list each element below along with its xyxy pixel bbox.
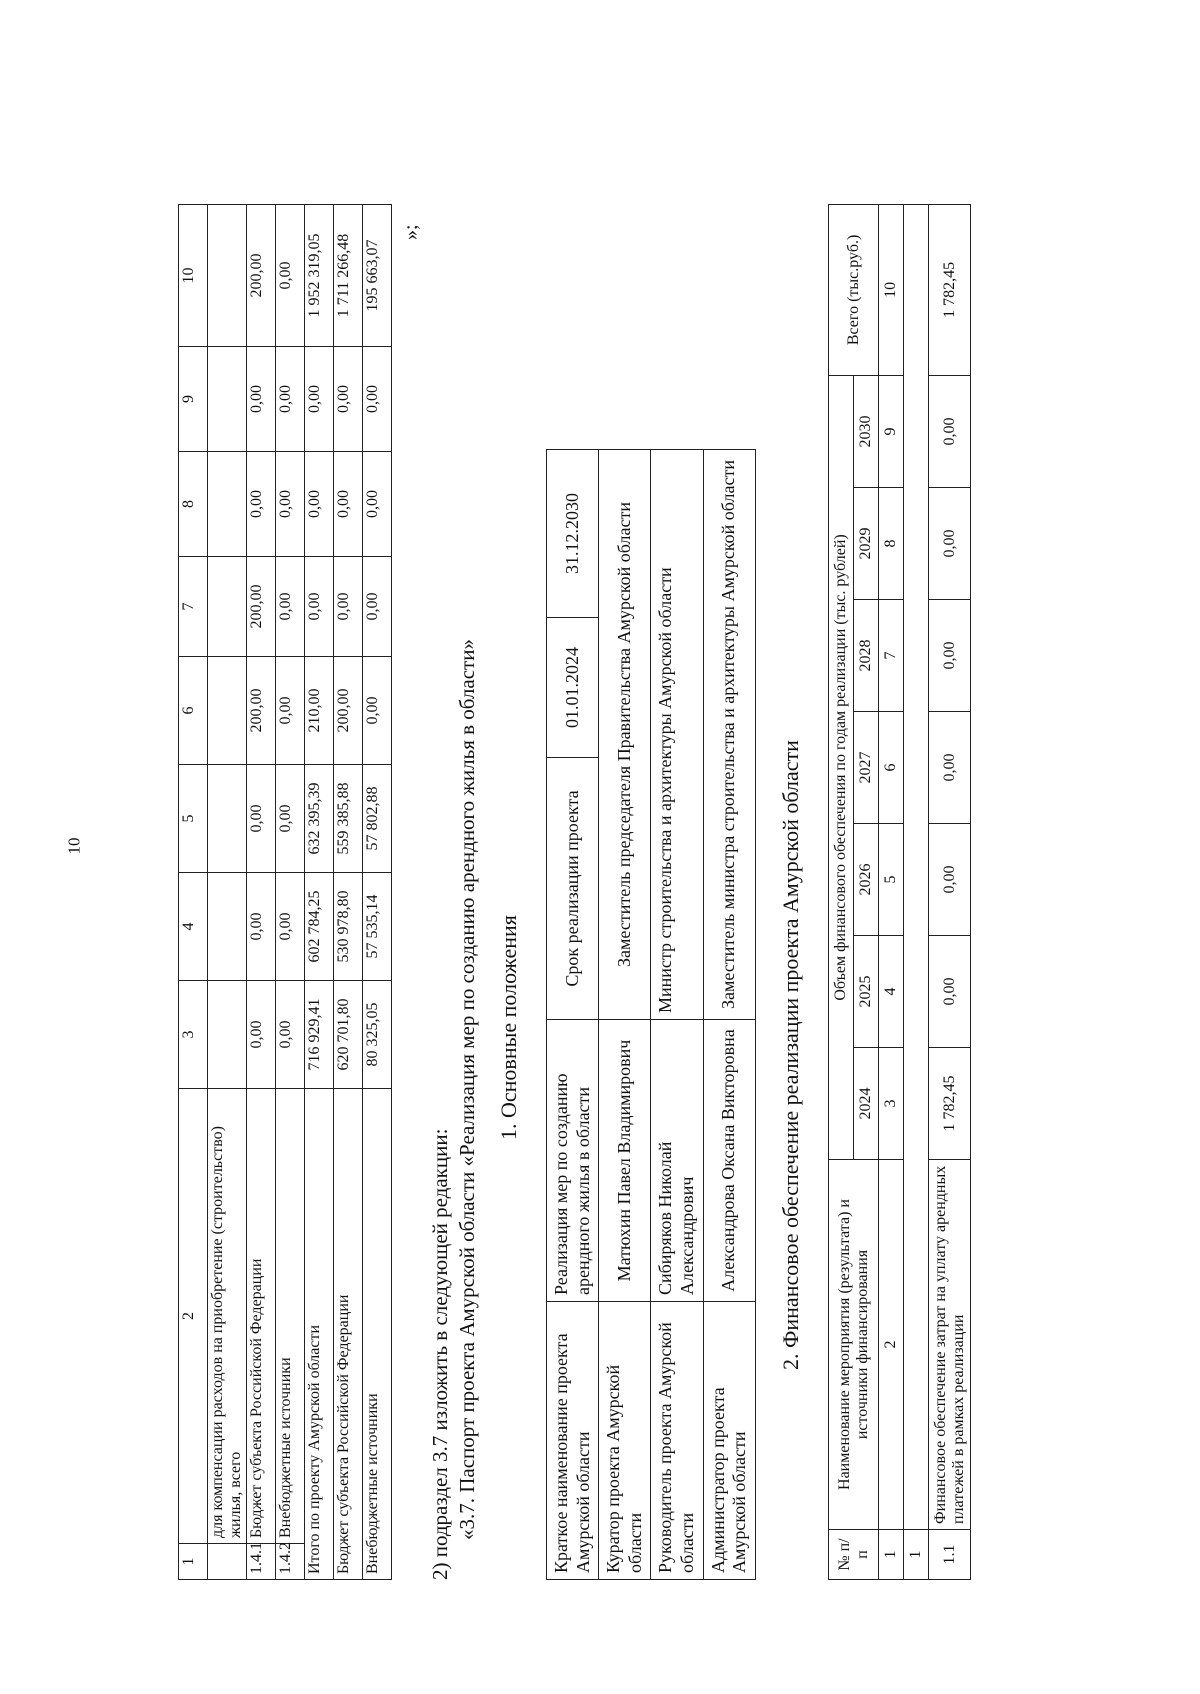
period-end: 31.12.2030 [547,450,599,618]
cell-value: 632 395,39 [305,765,334,873]
cell-value: 1 782,45 [929,204,971,375]
table-row [599,450,651,1580]
col-number: 3 [879,1048,904,1160]
table-row [651,450,703,1580]
table-row [703,450,755,1580]
col-number: 8 [879,488,904,600]
cell-value: 0,00 [334,347,363,452]
cell-value: 200,00 [247,657,276,765]
row-name: Внебюджетные источники [276,1089,305,1544]
leader-label: Руководитель проекта Амурской области [651,1302,703,1580]
cell-value: 0,00 [247,765,276,873]
cell-value [208,981,247,1089]
curator-label: Куратор проекта Амурской области [599,1302,651,1580]
cell-value: 0,00 [305,452,334,557]
header-cell: 1 [179,1544,208,1580]
col-number: 5 [879,824,904,936]
cell-value: 0,00 [276,657,305,765]
cell-value: 80 325,05 [363,981,392,1089]
col-number: 6 [879,712,904,824]
table-row [305,205,334,1580]
header-cell: 7 [179,557,208,657]
curator-position: Заместитель председателя Правительства Амурской области [599,450,651,1020]
cell-value [208,347,247,452]
col-number: 2 [879,1160,904,1530]
cell-value: 200,00 [247,205,276,347]
cell-value: 620 701,80 [334,981,363,1089]
header-cell: 6 [179,657,208,765]
cell-value: 0,00 [276,557,305,657]
cell-value: 0,00 [929,375,971,487]
cell-value: 0,00 [929,712,971,824]
passport-title: «3.7. Паспорт проекта Амурской области «Реализация мер по созданию арендного жилья в области» [455,639,479,1540]
cell-value: 0,00 [247,347,276,452]
period-start: 01.01.2024 [547,618,599,758]
cell-value: 200,00 [247,557,276,657]
cell-value: 0,00 [247,873,276,981]
row-number: 1.4.2 [276,1544,305,1580]
row-number [208,1544,247,1580]
year-header: 2028 [854,600,879,712]
table-row [363,205,392,1580]
year-header: 2029 [854,488,879,600]
col-number: 10 [879,204,904,375]
cell-value: 1 782,45 [929,1048,971,1160]
cell-value: 602 784,25 [305,873,334,981]
cell-value: 57 535,14 [363,873,392,981]
leader-name: Сибиряков Николай Александрович [651,1020,703,1302]
cell-value [208,765,247,873]
section-2-heading: 2. Финансовое обеспечение реализации проекта Амурской области [778,740,803,1370]
cell-value [208,873,247,981]
table-row [334,205,363,1580]
year-header: 2027 [854,712,879,824]
cell-value: 0,00 [305,347,334,452]
header-cell: 3 [179,981,208,1089]
cell-value: 0,00 [929,488,971,600]
table-row [208,205,247,1580]
cell-value: 0,00 [363,347,392,452]
numbers-row [879,204,904,1579]
year-header: 2026 [854,824,879,936]
cell-value: 1 952 319,05 [305,205,334,347]
closing-quote: »; [400,224,422,240]
table-row [929,204,971,1579]
cell-value: 0,00 [276,347,305,452]
cell-value: 0,00 [247,452,276,557]
cell-value: 200,00 [334,657,363,765]
cell-value: 57 802,88 [363,765,392,873]
header-row [179,205,208,1580]
table-row [547,450,599,1580]
financing-table-continued [178,204,392,1580]
cell-value: 0,00 [276,981,305,1089]
admin-label: Администратор проекта Амурской области [703,1302,755,1580]
col-total-header: Всего (тыс.руб.) [829,204,879,375]
cell-value: 0,00 [334,557,363,657]
year-header: 2025 [854,936,879,1048]
header-cell: 10 [179,205,208,347]
row-name: для компенсации расходов на приобретение (строительство) жилья, всего [208,1089,247,1544]
header-cell: 4 [179,873,208,981]
row-number: 1.4.1 [247,1544,276,1580]
page-number: 10 [64,837,84,855]
cell-value [208,657,247,765]
cell-value [208,205,247,347]
cell-value: 0,00 [929,600,971,712]
year-header: 2024 [854,1048,879,1160]
cell-value: 0,00 [305,557,334,657]
admin-name: Александрова Оксана Викторовна [703,1020,755,1302]
table-row [904,204,929,1579]
leader-position: Министр строительства и архитектуры Амурской области [651,450,703,1020]
cell-value: 195 663,07 [363,205,392,347]
cell-value: 716 929,41 [305,981,334,1089]
cell-value: 559 385,88 [334,765,363,873]
col-number: 4 [879,936,904,1048]
col-num-header: № п/п [829,1530,879,1580]
cell-value: 0,00 [276,205,305,347]
table-row [276,205,305,1580]
header-cell: 5 [179,765,208,873]
row-name: Бюджет субъекта Российской Федерации [247,1089,276,1544]
section-1-heading: 1. Основные положения [496,915,521,1140]
cell-value [208,452,247,557]
cell-value: 0,00 [929,936,971,1048]
cell-value: 530 978,80 [334,873,363,981]
row-number: 1 [904,1530,929,1580]
header-cell: 9 [179,347,208,452]
col-number: 1 [879,1530,904,1580]
cell-value: 0,00 [363,452,392,557]
cell-value: 0,00 [247,981,276,1089]
short-name-value: Реализация мер по созданию арендного жилья в области [547,1020,599,1302]
cell-value: 0,00 [363,557,392,657]
passport-table [546,449,756,1580]
year-header: 2030 [854,375,879,487]
cell-value: 1 711 266,48 [334,205,363,347]
empty-cell [904,204,929,1529]
rotated-content [178,20,1078,1580]
cell-value: 0,00 [276,452,305,557]
admin-position: Заместитель министра строительства и архитектуры Амурской области [703,450,755,1020]
cell-value: 0,00 [929,824,971,936]
financing-table [828,204,971,1580]
table-row [247,205,276,1580]
row-number: 1.1 [929,1530,971,1580]
table-header-row [829,204,854,1579]
cell-value: 0,00 [276,765,305,873]
col-name-header: Наименование мероприятия (результата) и источники финансирования [829,1160,879,1530]
row-name: Внебюджетные источники [363,1089,392,1580]
cell-value: 0,00 [276,873,305,981]
short-name-label: Краткое наименование проекта Амурской области [547,1302,599,1580]
col-number: 9 [879,375,904,487]
row-name: Бюджет субъекта Российской Федерации [334,1089,363,1580]
header-cell: 2 [179,1089,208,1544]
cell-value: 210,00 [305,657,334,765]
col-volume-header: Объем финансового обеспечения по годам реализации (тыс. рублей) [829,375,854,1159]
cell-value: 0,00 [334,452,363,557]
period-label: Срок реализации проекта [547,758,599,1020]
curator-name: Матюхин Павел Владимирович [599,1020,651,1302]
cell-value: 0,00 [363,657,392,765]
instruction-line: 2) подраздел 3.7 изложить в следующей редакции: [428,1128,452,1580]
cell-value [208,557,247,657]
row-name: Финансовое обеспечение затрат на уплату арендных платежей в рамках реализации [929,1160,971,1530]
header-cell: 8 [179,452,208,557]
col-number: 7 [879,600,904,712]
row-name: Итого по проекту Амурской области [305,1089,334,1580]
